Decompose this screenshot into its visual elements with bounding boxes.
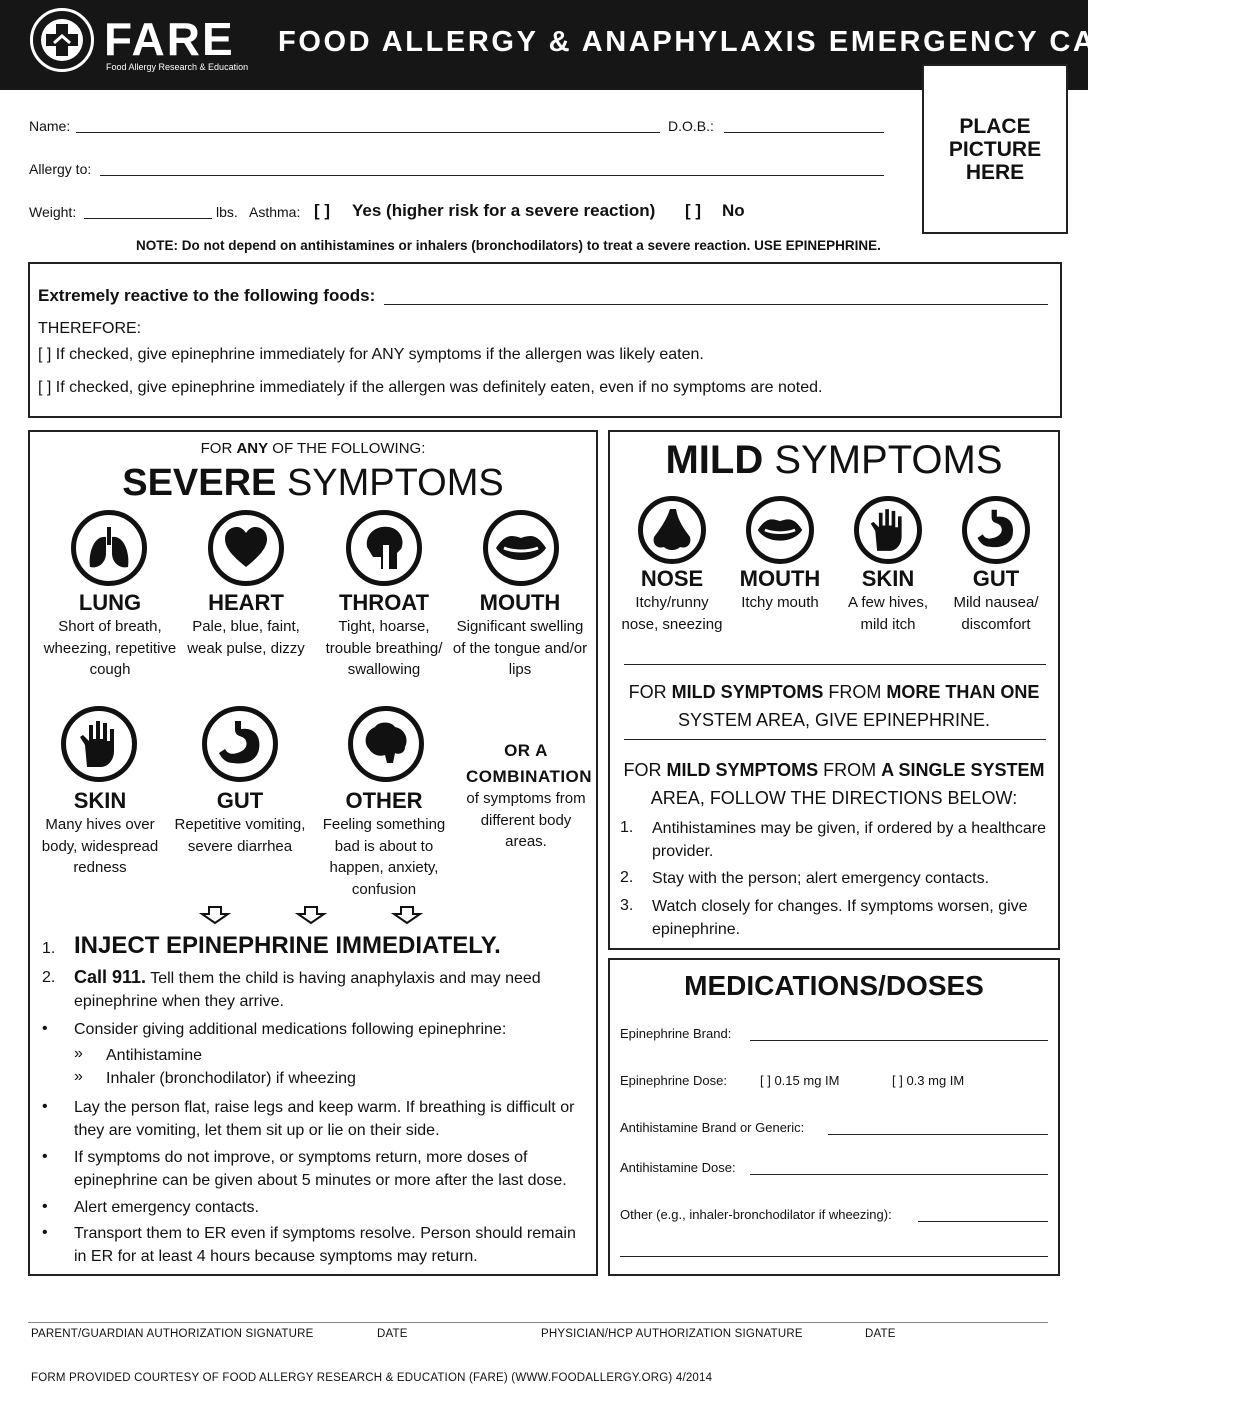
mouth-icon xyxy=(746,496,814,564)
divider xyxy=(624,664,1046,665)
asthma-no-checkbox[interactable]: [ ] xyxy=(685,201,702,220)
step-number: 1. xyxy=(620,819,634,836)
hand-icon xyxy=(854,496,922,564)
dose-015-checkbox[interactable]: [ ] 0.15 mg IM xyxy=(760,1073,840,1088)
antihistamine-dose-field[interactable] xyxy=(750,1174,1048,1175)
therefore-label: THEREFORE: xyxy=(38,320,142,337)
divider xyxy=(624,739,1046,740)
weight-field[interactable] xyxy=(84,218,212,219)
severe-desc-other: Feeling something bad is about to happen, anxiety, confusion xyxy=(322,816,446,898)
step-number: 1. xyxy=(42,940,56,957)
single-system-instruction: FOR MILD SYMPTOMS FROM A SINGLE SYSTEM AREA, FOLLOW THE DIRECTIONS BELOW: xyxy=(623,760,1045,808)
asthma-no-label: No xyxy=(722,201,745,220)
severe-desc-heart: Pale, blue, faint, weak pulse, dizzy xyxy=(187,618,305,657)
name-field[interactable] xyxy=(76,132,660,133)
epinephrine-brand-field[interactable] xyxy=(750,1040,1048,1041)
mild-heading: MILD SYMPTOMS xyxy=(665,438,1003,482)
severe-title-throat: THROAT xyxy=(338,590,430,615)
antihistamine-item: Antihistamine xyxy=(106,1047,203,1064)
antihistamine-brand-field[interactable] xyxy=(828,1134,1048,1135)
severe-desc-gut: Repetitive vomiting, severe diarrhea xyxy=(174,816,306,855)
physician-signature-label: PHYSICIAN/HCP AUTHORIZATION SIGNATURE xyxy=(541,1328,803,1340)
picture-placeholder-label: PLACE PICTURE HERE xyxy=(948,114,1042,184)
epinephrine-dose-label: Epinephrine Dose: xyxy=(620,1073,727,1088)
medications-box xyxy=(608,958,1060,1276)
other-medication-field[interactable] xyxy=(918,1221,1048,1222)
cross-icon xyxy=(41,19,83,61)
mild-desc-mouth: Itchy mouth xyxy=(741,594,819,611)
severe-title-other: OTHER xyxy=(345,788,423,813)
lbs-label: lbs. xyxy=(216,204,238,220)
dob-field[interactable] xyxy=(724,132,884,133)
antihistamine-brand-label: Antihistamine Brand or Generic: xyxy=(620,1120,805,1135)
parent-signature-label: PARENT/GUARDIAN AUTHORIZATION SIGNATURE xyxy=(31,1328,314,1340)
antihistamine-dose-label: Antihistamine Dose: xyxy=(620,1160,736,1175)
severe-title-skin: SKIN xyxy=(73,788,127,813)
logo-cross-shape xyxy=(41,19,83,61)
any-symptoms-checkbox[interactable]: [ ] If checked, give epinephrine immediately for ANY symptoms if the allergen was likely eaten. xyxy=(38,346,704,363)
arrow-down-icon xyxy=(296,906,326,924)
bullet: • xyxy=(42,1148,48,1165)
bullet: • xyxy=(42,1020,48,1037)
parent-date-label: DATE xyxy=(377,1328,408,1340)
footer-credit: FORM PROVIDED COURTESY OF FOOD ALLERGY RESEARCH & EDUCATION (FARE) (WWW.FOODALLERGY.ORG) 4/2014 xyxy=(31,1372,713,1384)
severe-desc-lung: Short of breath, wheezing, repetitive cough xyxy=(43,618,177,678)
bullet: • xyxy=(42,1098,48,1115)
repeat-dose-item: If symptoms do not improve, or symptoms return, more doses of epinephrine can be given about 5 minutes or more after the last dose. xyxy=(74,1149,567,1189)
epinephrine-brand-label: Epinephrine Brand: xyxy=(620,1026,732,1041)
severe-desc-mouth: Significant swelling of the tongue and/or lips xyxy=(452,618,588,678)
definitely-eaten-checkbox[interactable]: [ ] If checked, give epinephrine immediately if the allergen was definitely eaten, even if no symptoms are noted. xyxy=(38,379,823,396)
stomach-icon xyxy=(962,496,1030,564)
severe-intro: FOR ANY OF THE FOLLOWING: xyxy=(200,440,426,457)
dob-label: D.O.B.: xyxy=(668,118,714,134)
brain-icon xyxy=(348,706,424,782)
nose-icon xyxy=(638,496,706,564)
stay-with-person-direction: Stay with the person; alert emergency contacts. xyxy=(652,870,990,887)
epinephrine-note: NOTE: Do not depend on antihistamines or inhalers (bronchodilators) to treat a severe reaction. USE EPINEPHRINE. xyxy=(136,238,881,253)
allergy-label: Allergy to: xyxy=(29,161,92,177)
weight-label: Weight: xyxy=(29,204,77,220)
antihistamine-direction: Antihistamines may be given, if ordered by a healthcare provider. xyxy=(652,820,1046,860)
dose-03-checkbox[interactable]: [ ] 0.3 mg IM xyxy=(892,1073,965,1088)
physician-date-label: DATE xyxy=(865,1328,896,1340)
more-than-one-instruction: FOR MILD SYMPTOMS FROM MORE THAN ONE SYSTEM AREA, GIVE EPINEPHRINE. xyxy=(628,682,1040,730)
allergy-field[interactable] xyxy=(100,175,884,176)
reactive-foods-label: Extremely reactive to the following foods: xyxy=(38,286,376,305)
asthma-label: Asthma: xyxy=(249,204,301,220)
alert-contacts-item: Alert emergency contacts. xyxy=(74,1199,259,1216)
severe-title-mouth: MOUTH xyxy=(479,590,561,615)
mild-symptoms-box xyxy=(608,430,1060,950)
severe-desc-throat: Tight, hoarse, trouble breathing/ swallowing xyxy=(325,618,443,678)
fare-logo-icon xyxy=(30,8,94,72)
reactive-foods-box xyxy=(28,262,1062,418)
severe-title-gut: GUT xyxy=(216,788,264,813)
mild-desc-skin: A few hives, mild itch xyxy=(847,594,929,633)
severe-title-heart: HEART xyxy=(208,590,284,615)
other-medication-label: Other (e.g., inhaler-bronchodilator if wheezing): xyxy=(620,1207,892,1222)
medications-heading: MEDICATIONS/DOSES xyxy=(684,970,984,1001)
severe-heading: SEVERE SYMPTOMS xyxy=(122,462,504,504)
inject-epinephrine-step: INJECT EPINEPHRINE IMMEDIATELY. xyxy=(74,932,501,959)
signature-line[interactable] xyxy=(28,1322,1048,1323)
arrow-down-icon xyxy=(200,906,230,924)
mild-title-mouth: MOUTH xyxy=(739,566,821,591)
mild-desc-gut: Mild nausea/ discomfort xyxy=(953,594,1039,633)
mild-title-skin: SKIN xyxy=(861,566,915,591)
call-911-step: Call 911. Tell them the child is having anaphylaxis and may need epinephrine when they arrive. xyxy=(74,967,541,1010)
mild-title-gut: GUT xyxy=(972,566,1020,591)
page-title: FOOD ALLERGY & ANAPHYLAXIS EMERGENCY CARE PLAN xyxy=(278,26,1242,58)
stomach-icon xyxy=(202,706,278,782)
sub-bullet: » xyxy=(74,1068,83,1085)
combination-heading: OR A COMBINATION xyxy=(466,741,593,786)
lungs-icon xyxy=(71,510,147,586)
heart-icon xyxy=(208,510,284,586)
severe-title-lung: LUNG xyxy=(78,590,142,615)
bullet: • xyxy=(42,1224,48,1241)
logo-subtitle: Food Allergy Research & Education xyxy=(106,62,249,72)
throat-icon xyxy=(346,510,422,586)
sub-bullet: » xyxy=(74,1045,83,1062)
name-label: Name: xyxy=(29,118,71,134)
lay-flat-item: Lay the person flat, raise legs and keep warm. If breathing is difficult or they are vomiting, let them sit up or lie on their side. xyxy=(74,1099,575,1139)
bullet: • xyxy=(42,1198,48,1215)
severe-symptoms-box xyxy=(28,430,598,1276)
watch-closely-direction: Watch closely for changes. If symptoms worsen, give epinephrine. xyxy=(652,898,1028,938)
inhaler-item: Inhaler (bronchodilator) if wheezing xyxy=(106,1070,356,1087)
combination-text: of symptoms from different body areas. xyxy=(466,790,586,850)
mild-desc-nose: Itchy/runny nose, sneezing xyxy=(621,594,723,633)
mild-title-nose: NOSE xyxy=(640,566,704,591)
severe-desc-skin: Many hives over body, widespread redness xyxy=(41,816,159,876)
other-medication-field-2[interactable] xyxy=(620,1256,1048,1257)
logo-word: FARE xyxy=(104,13,235,65)
step-number: 2. xyxy=(620,869,634,886)
consider-medications-item: Consider giving additional medications following epinephrine: xyxy=(74,1021,507,1038)
arrow-down-icon xyxy=(392,906,422,924)
hand-icon xyxy=(61,706,137,782)
asthma-yes-checkbox[interactable]: [ ] xyxy=(314,201,331,220)
reactive-foods-field[interactable] xyxy=(384,304,1048,305)
asthma-yes-label: Yes (higher risk for a severe reaction) xyxy=(352,201,656,220)
step-number: 2. xyxy=(42,969,56,986)
picture-placeholder[interactable] xyxy=(922,64,1068,234)
mouth-icon xyxy=(483,510,559,586)
step-number: 3. xyxy=(620,897,634,914)
transport-er-item: Transport them to ER even if symptoms resolve. Person should remain in ER for at least 4 hours because symptoms may return. xyxy=(74,1225,576,1265)
